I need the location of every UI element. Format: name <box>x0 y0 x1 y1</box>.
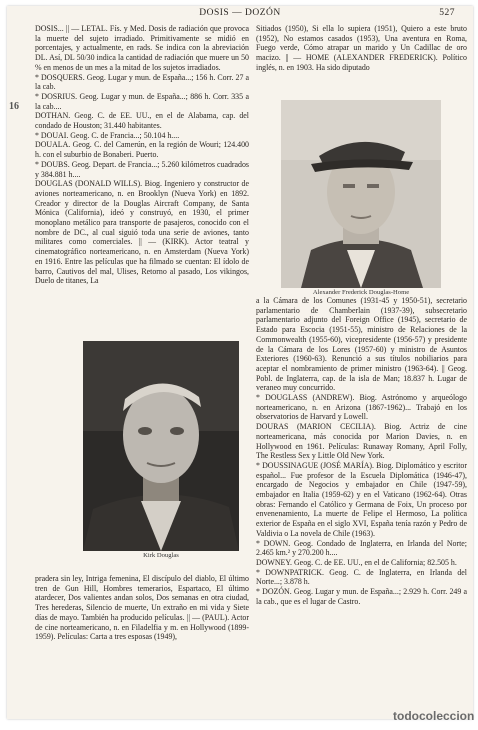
entry-paragraph: * DOWNPATRICK. Geog. C. de Inglaterra, en Irlanda del Norte...; 3.878 h. <box>256 567 467 587</box>
entry-paragraph: * DOSRIUS. Geog. Lugar y mun. de España...; 886 h. Corr. 335 a la cab.... <box>35 91 249 111</box>
entry-paragraph: DOURAS (MARION CECILIA). Biog. Actriz de cine norteamericana, más conocida por Marion Davies, n. en Hollywood en 1961. Películas: Runaway Romany, April Folly, The Restless Sex y Little Old New York. <box>256 422 467 461</box>
running-header: DOSIS — DOZÓN <box>199 8 281 18</box>
entry-paragraph: Sitiados (1950), Si ella lo supiera (1951), Quiero a este bruto (1952), No estamos casados (1953), Una aventura en Roma, Fuego verde, Cómo atrapar un marido y Un Cadillac de oro macizo. || — HOME (ALEXANDER FREDERICK). Político inglés, n. en 1903. Ha sido diputado <box>256 24 467 72</box>
entry-paragraph: DOSIS... || — LETAL. Fís. y Med. Dosis de radiación que provoca la muerte del sujeto irradiado. Primitivamente se midió en porcentajes, y actualmente, en rads. Se indica con la abreviación DL. Así, DL 50/30 indica la cantidad de radiación que muere un 50 % en menos de un mes a la mitad de los sujetos irradiados. <box>35 24 249 72</box>
column-left-top <box>35 24 249 328</box>
column-right-top <box>256 24 467 94</box>
book-page <box>7 6 473 719</box>
watermark-logo: todocoleccion <box>393 709 475 723</box>
margin-mark: 16 <box>9 101 19 112</box>
photo-caption: Alexander Frederick Douglas-Home <box>312 289 410 296</box>
entry-paragraph: a la Cámara de los Comunes (1931-45 y 1950-51), secretario parlamentario de Chamberlain (1937-39), subsecretario parlamentario adjunto del Foreign Office (1945), secretario de Estado para Escocia (1951-55), ministro de Relaciones de la Commonwealth (1955-60), vicepresidente (1956-57) y presidente de la Cámara de los Lores (1957-60) y ministro de Asuntos Exteriores (1960-63). Renunció a sus títulos nobiliarios para aceptar el nombramiento de primer ministro (1963-64). || Geog. Pobl. de Inglaterra, cap. de la isla de Man; 18.837 h. Lugar de veraneo muy concurrido. <box>256 296 467 393</box>
entry-paragraph: * DOWN. Geog. Condado de Inglaterra, en Irlanda del Norte; 2.465 km.² y 270.200 h.... <box>256 538 467 558</box>
entry-paragraph: DOTHAN. Geog. C. de EE. UU., en el de Alabama, cap. del condado de Houston; 31.440 habitantes. <box>35 111 249 131</box>
entry-paragraph: DOWNEY. Geog. C. de EE. UU., en el de California; 82.505 h. <box>256 557 457 567</box>
entry-paragraph: * DOZÓN. Geog. Lugar y mun. de España...; 2.929 h. Corr. 249 a la cab., que es el lugar de Castro. <box>256 587 467 606</box>
column-right-bottom <box>256 296 467 708</box>
portrait-photo-kirk-douglas <box>83 341 239 551</box>
entry-paragraph: * DOSQUERS. Geog. Lugar y mun. de España...; 156 h. Corr. 27 a la cab. <box>35 72 249 92</box>
column-left-bottom <box>35 574 249 708</box>
photo-caption: Kirk Douglas <box>143 552 179 559</box>
entry-paragraph: * DOUAI. Geog. C. de Francia...; 50.104 h.... <box>35 130 180 140</box>
entry-paragraph: * DOUGLASS (ANDREW). Biog. Astrónomo y arqueólogo norteamericano, n. en Arizona (1867-1962)... Trabajó en los observatorios de Harvard y Lowell. <box>256 393 467 422</box>
entry-paragraph: DOUGLAS (DONALD WILLS). Biog. Ingeniero y constructor de aviones norteamericano, n. en Brooklyn (Nueva York) en 1892. Creador y director de la Douglas Aircraft Company, de Santa Mónica (California), ideó y construyó, en 1930, el primer monoplano metálico para transporte de pasajeros, conocido con el nombre de DC., al cual siguió toda una serie de aviones, tanto militares como comerciales. || — (KIRK). Actor teatral y cinematográfico norteamericano, n. en Amsterdam (Nueva York) en 1916. Entre las películas que ha filmado se cuentan: El ídolo de barro, Cautivos del mal, Ulises, Retorno al pasado, Los vikingos, Duelo de titanes, La <box>35 179 249 286</box>
page-number: 527 <box>439 8 455 18</box>
entry-paragraph: * DOUBS. Geog. Depart. de Francia...; 5.260 kilómetros cuadrados y 384.881 h.... <box>35 159 249 179</box>
portrait-photo-home <box>281 100 441 288</box>
entry-paragraph: * DOUSSINAGUE (JOSÉ MARÍA). Biog. Diplomático y escritor español... Fue profesor de la Escuela Diplomática (1946-47), encargado de Negocios y embajador en Chile (1947-59), embajador en Italia (1959-62) y en el Vaticano (1962-64). Otras obras: Fernando el Católico y Germana de Foix, Un proceso por envenenamiento, La muerte de Felipe el Hermoso, La política exterior de España en el siglo XVI, España tenía razón y Pedro de Valdivia o La novela de Chile (1963). <box>256 460 467 538</box>
entry-paragraph: pradera sin ley, Intriga femenina, El discípulo del diablo, El último tren de Gun Hill, Hombres temerarios, Espartaco, El último atardecer, Dos valientes andan solos, Dos semanas en otra ciudad, Tres herederas, Silencio de muerte, Un extraño en mi vida y Siete días de mayo. También ha producido películas. || — (PAUL). Actor de cine norteamericano, n. en Filadelfia y m. en Hollywood (1899-1959). Películas: Carta a tres esposas (1949), <box>35 574 249 642</box>
entry-paragraph: DOUALA. Geog. C. del Camerún, en la región de Wouri; 124.400 h. con el suburbio de Bonaberi. Puerto. <box>35 140 249 160</box>
